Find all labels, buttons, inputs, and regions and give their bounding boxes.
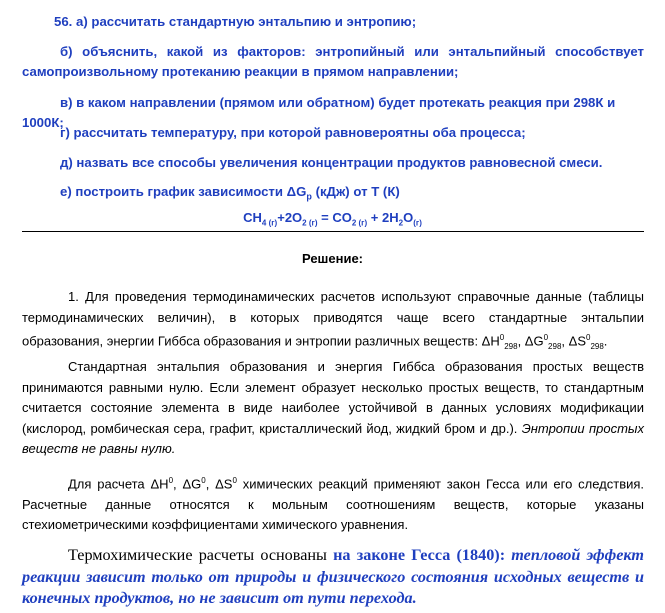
task-item-d: г) рассчитать температуру, при которой равновероятны оба процесса;	[60, 125, 526, 140]
task-item-e: д) назвать все способы увеличения концентрации продуктов равновесной смеси.	[60, 155, 603, 170]
reaction-equation: $CH_{4 (г)}+2O_{2 (г)} = CO_{2 (г)} + 2H_2O_{(г)}$	[243, 210, 422, 228]
task-item-b: б) объяснить, какой из факторов: энтропийный или энтальпийный способствует самопроизвольному протеканию реакции в прямом направлении;	[22, 44, 644, 79]
solution-heading: Решение:	[301, 251, 364, 266]
section-divider	[22, 231, 644, 232]
solution-paragraph-1: 1. Для проведения термодинамических расчетов используют справочные данные (таблицы термодинамических величин), в которых приводятся чаще всего стандартные энтальпии образования, энергии Гиббса образования и энтропии различных веществ: $\Delta H^0_{298}$, $\Delta G^0_{298}$, $\Delta S^0_{298}$.	[22, 289, 644, 351]
solution-paragraph-2: Стандартная энтальпия образования и энергия Гиббса образования простых веществ принимаются равными нулю. Если элемент образует несколько простых веществ, то стандартным считается состояние элемента в виде наиболее устойчивой в данных условиях модификации (кислород, ромбическая сера, графит, кристаллический йод, жидкий бром и др.). Энтропии простых веществ не равны нулю.	[22, 359, 644, 456]
hess-law-paragraph: Термохимические расчеты основаны на законе Гесса (1840): тепловой эффект реакции зависит только от природы и физического состояния исходных веществ и конечных продуктов, но не зависит от пути перехода.	[22, 546, 644, 607]
task-item-f: е) построить график зависимости $\Delta G_р$ (кДж) от T (К)	[60, 184, 400, 202]
solution-paragraph-3: Для расчета $\Delta H^0$, $\Delta G^0$, $\Delta S^0$ химических реакций применяют закон Гесса или его следствия. Расчетные данные относятся к мольным соотношениям веществ, которые указаны стехиометрическими коэффициентами химического уравнения.	[22, 476, 645, 533]
task-item-a: 56. а) рассчитать стандартную энтальпию и энтропию;	[54, 14, 417, 29]
task-item-c: в) в каком направлении (прямом или обратном) будет протекать реакция при 298К и 1000К;	[22, 95, 616, 130]
